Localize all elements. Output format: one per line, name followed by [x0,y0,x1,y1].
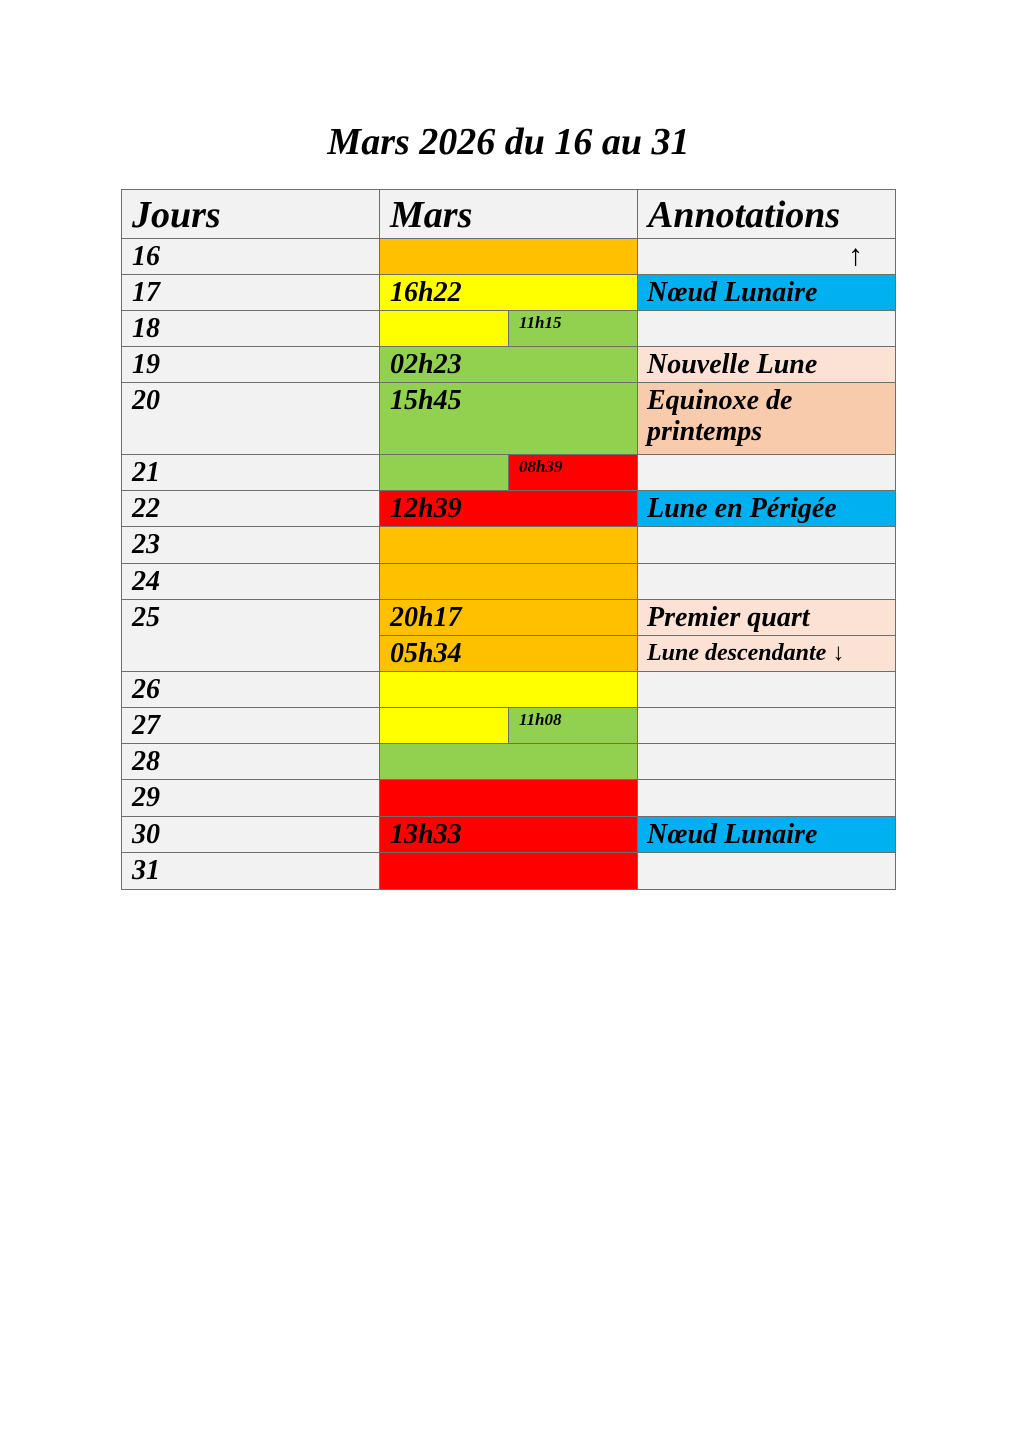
mars-cell-23 [379,526,638,564]
day-cell: 20 [121,382,380,455]
page-title: Mars 2026 du 16 au 31 [327,121,690,163]
day-cell: 18 [121,310,380,347]
annotation-23 [637,526,896,564]
mars-cell-27-right: 11h08 [508,707,638,744]
annotation-28 [637,743,896,780]
mars-cell-24 [379,563,638,600]
annotation-25a: Premier quart [637,599,896,636]
annotation-30: Nœud Lunaire [637,816,896,853]
annotation-31 [637,852,896,890]
mars-cell-18-left [379,310,509,347]
annotation-arrow-up-icon: ↑ [637,238,896,275]
mars-cell-20: 15h45 [379,382,638,455]
day-cell: 27 [121,707,380,744]
mars-cell-22: 12h39 [379,490,638,527]
mars-cell-18-right: 11h15 [508,310,638,347]
day-cell: 26 [121,671,380,708]
day-cell: 25 [121,599,380,672]
header-jours: Jours [121,189,380,239]
annotation-26 [637,671,896,708]
annotation-29 [637,779,896,817]
annotation-17: Nœud Lunaire [637,274,896,311]
annotation-25b: Lune descendante ↓ [637,635,896,672]
mars-cell-19: 02h23 [379,346,638,383]
day-cell: 16 [121,238,380,275]
mars-cell-27-left [379,707,509,744]
annotation-21 [637,454,896,491]
mars-cell-21-left [379,454,509,491]
day-cell: 22 [121,490,380,527]
mars-cell-17: 16h22 [379,274,638,311]
day-cell: 17 [121,274,380,311]
mars-cell-30: 13h33 [379,816,638,853]
header-mars: Mars [379,189,638,239]
annotation-24 [637,563,896,600]
annotation-20: Equinoxe de printemps [637,382,896,455]
day-cell: 21 [121,454,380,491]
mars-cell-26 [379,671,638,708]
annotation-22: Lune en Périgée [637,490,896,527]
mars-cell-28 [379,743,638,780]
day-cell: 29 [121,779,380,817]
annotation-18 [637,310,896,347]
day-cell: 23 [121,526,380,564]
calendar-table [121,189,896,890]
mars-cell-25a: 20h17 [379,599,638,636]
mars-cell-29 [379,779,638,817]
mars-cell-21-right: 08h39 [508,454,638,491]
day-cell: 19 [121,346,380,383]
annotation-19: Nouvelle Lune [637,346,896,383]
mars-cell-25b: 05h34 [379,635,638,672]
header-annotations: Annotations [637,189,896,239]
day-cell: 28 [121,743,380,780]
day-cell: 31 [121,852,380,890]
day-cell: 30 [121,816,380,853]
day-cell: 24 [121,563,380,600]
mars-cell-16 [379,238,638,275]
annotation-27 [637,707,896,744]
mars-cell-31 [379,852,638,890]
